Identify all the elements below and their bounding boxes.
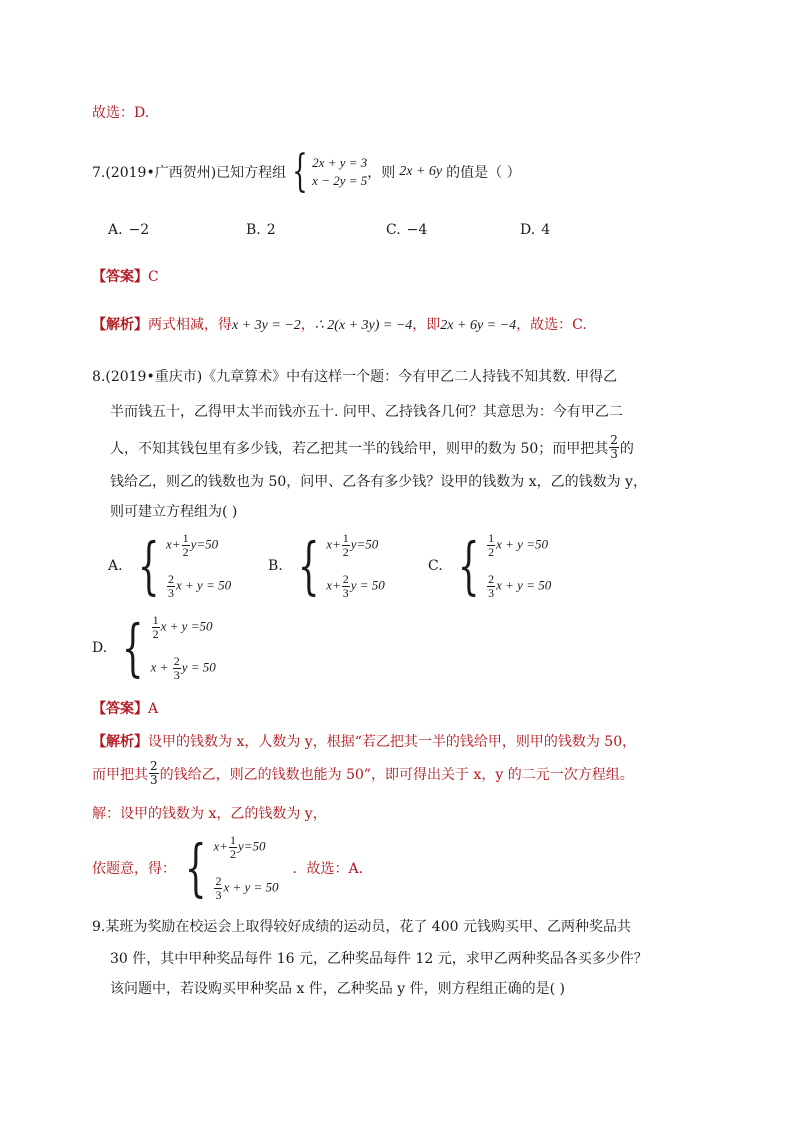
- q7-eq1: 2x + y = 3: [312, 155, 368, 170]
- q8-line-2: 半而钱五十，乙得甲太半而钱亦五十. 问甲、乙持钱各几何？其意思为：今有甲乙二: [110, 404, 623, 420]
- q8-solution-line-1: 解：设甲的钱数为 x，乙的钱数为 y，: [92, 806, 327, 822]
- q8-line-4: 钱给乙，则乙的钱数也为 50，问甲、乙各有多少钱？设甲的钱数为 x，乙的钱数为 y，: [110, 474, 647, 490]
- q9-line-1: 9.某班为奖励在校运会上取得较好成绩的运动员，花了 400 元钱购买甲、乙两种奖品共: [92, 919, 631, 935]
- q7-option-c: C. −4: [386, 222, 428, 238]
- q9-line-2: 30 件，其中甲种奖品每件 16 元，乙种奖品每件 12 元，求甲乙两种奖品各买多少件？: [110, 951, 648, 967]
- q8-solution-line-2: 依题意，得： { x+ $\frac{1}{2}$ y=50 $\frac{2}{3}$ x + y = 50 ．故选：A.: [92, 831, 364, 904]
- q8-analysis-line-2: 而甲把其 $\frac{2}{3}$ 的钱给乙，则乙的钱数也能为 50”，即可得出关于 x，y 的二元一次方程组。: [92, 759, 634, 787]
- q7-prefix: 7.(2019•广西贺州)已知方程组: [92, 165, 287, 181]
- q7-option-d: D. 4: [520, 222, 551, 238]
- q9-line-3: 该问题中，若设购买甲种奖品 x 件，乙种奖品 y 件，则方程组正确的是( ): [110, 981, 565, 997]
- q8-answer: 【答案】A: [92, 701, 159, 717]
- q8-line-5: 则可建立方程组为( ): [110, 504, 238, 520]
- q7-analysis: 【解析】两式相减，得x + 3y = −2，∴ 2(x + 3y) = −4，即2x + 6y = −4，故选：C.: [92, 317, 587, 333]
- q8-option-c: C. { $\frac{1}{2}$ x + y =50 $\frac{2}{3}$ x + y = 50: [428, 529, 552, 602]
- q7-option-b: B. 2: [246, 222, 276, 238]
- previous-answer-line: 故选：D.: [92, 105, 150, 121]
- q8-option-a: A. { x+ $\frac{1}{2}$ y=50 $\frac{2}{3}$ x + y = 50: [108, 529, 232, 602]
- q7-expr: 2x + 6y: [399, 164, 443, 179]
- q7-equation-system: { 2x + y = 3 x − 2y = 5: [292, 146, 368, 197]
- q7-option-a: A. −2: [108, 222, 150, 238]
- q8-line-1: 8.(2019•重庆市)《九章算术》中有这样一个题：今有甲乙二人持钱不知其数. 甲得乙: [92, 369, 618, 385]
- q7-mid: ，则: [367, 165, 396, 181]
- q8-option-b: B. { x+ $\frac{1}{2}$ y=50 x+ $\frac{2}{3}$ y = 50: [268, 529, 385, 602]
- question-7: [92, 146, 521, 197]
- q7-answer: 【答案】C: [92, 269, 159, 285]
- q8-line-3: 人，不知其钱包里有多少钱，若乙把其一半的钱给甲，则甲的数为 50；而甲把其 $\frac{2}{3}$ 的: [110, 433, 634, 461]
- q8-analysis-line-1: 【解析】设甲的钱数为 x，人数为 y，根据“若乙把其一半的钱给甲，则甲的钱数为 50，: [92, 734, 637, 750]
- q7-suffix: 的值是（ ）: [446, 165, 521, 181]
- fraction-two-thirds: $\frac{2}{3}$: [610, 433, 618, 461]
- q8-option-d: D. { $\frac{1}{2}$ x + y =50 x + $\frac{2}{3}$ y = 50: [92, 611, 216, 684]
- q7-eq2: x − 2y = 5: [312, 173, 368, 188]
